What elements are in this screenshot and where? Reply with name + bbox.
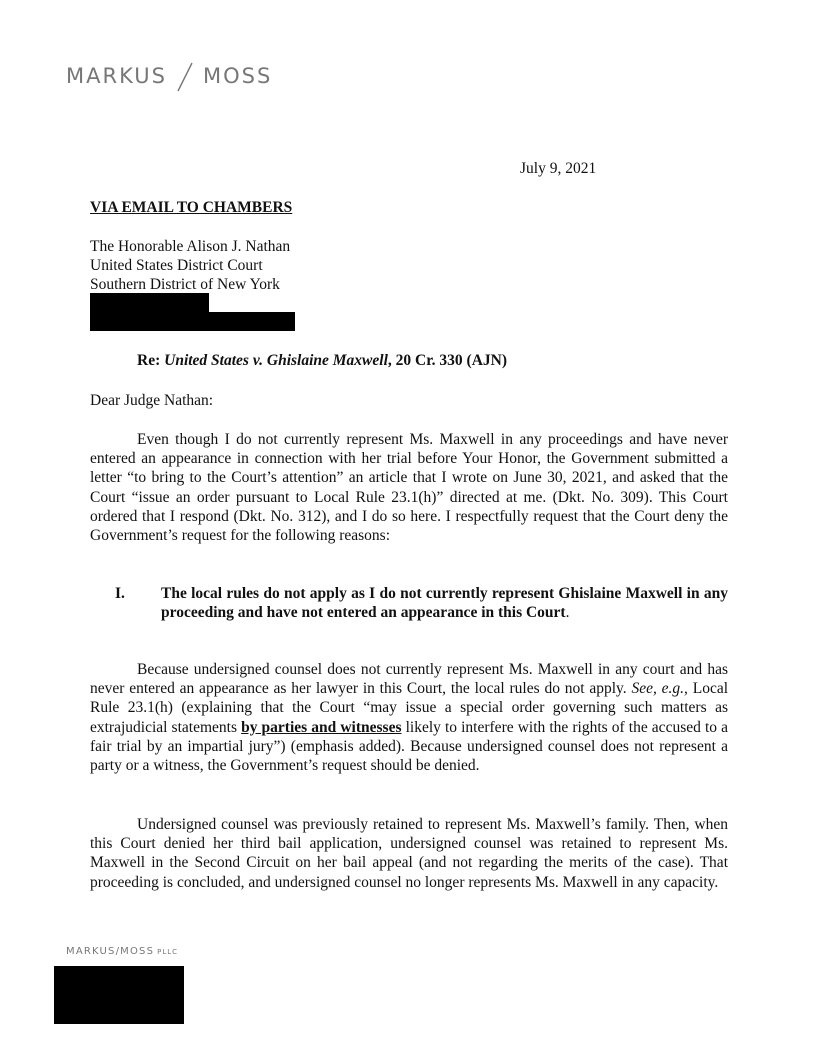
address-line-1: The Honorable Alison J. Nathan <box>90 238 291 255</box>
logo-text-left: MARKUS <box>66 64 167 89</box>
footer-firm: MARKUS/MOSS <box>66 946 155 957</box>
recipient-address <box>90 237 290 295</box>
section-title-period: . <box>565 604 570 622</box>
redaction-box <box>54 966 184 1024</box>
case-number: , 20 Cr. 330 (AJN) <box>387 352 508 369</box>
paragraph-2 <box>90 660 728 775</box>
emphasis-text: by parties and witnesses <box>241 718 402 736</box>
case-name: United States v. Ghislaine Maxwell <box>164 352 388 369</box>
paragraph-2-part-3: likely to interfere with the rights of the accused to a fair trial by an impartial jury”) (emphasis added). Because undersigned counsel does not represent a party or a witness, the Government’s request should be denied. <box>90 718 728 775</box>
footer-logo <box>66 942 178 962</box>
re-line <box>137 351 507 370</box>
re-prefix: Re: <box>137 352 161 369</box>
paragraph-3: Undersigned counsel was previously retained to represent Ms. Maxwell’s family. Then, when this Court denied her third bail application, undersigned counsel was retained to represent Ms. Maxwell in the Second Circuit on her bail appeal (and not regarding the merits of the case). That proceeding is concluded, and undersigned counsel no longer represents Ms. Maxwell in any capacity. <box>90 816 728 891</box>
section-title-text: The local rules do not apply as I do not currently represent Ghislaine Maxwell in any proceeding and have not entered an appearance in this Court <box>161 585 728 622</box>
salutation: Dear Judge Nathan: <box>90 392 214 409</box>
logo-slash <box>177 62 193 92</box>
address-line-2: United States District Court <box>90 257 263 275</box>
redaction-box <box>90 312 295 331</box>
delivery-method: VIA EMAIL TO CHAMBERS <box>90 199 293 216</box>
redaction-box <box>90 293 209 312</box>
letter-date: July 9, 2021 <box>520 160 597 177</box>
section-title <box>161 584 728 622</box>
paragraph-2-part-2: Local Rule 23.1(h) (explaining that the Court “may issue a special order governing such matters as extrajudicial statements <box>90 680 729 736</box>
section-number: I. <box>115 585 125 602</box>
paragraph-2-part-1: Because undersigned counsel does not currently represent Ms. Maxwell in any court and has never entered an appearance as her lawyer in this Court, the local rules do not apply. <box>90 661 728 698</box>
citation-signal: See, e.g., <box>631 680 688 698</box>
paragraph-1: Even though I do not currently represent Ms. Maxwell in any proceedings and have never entered an appearance in connection with her trial before Your Honor, the Government submitted a letter “to bring to the Court’s attention” an article that I wrote on June 30, 2021, and asked that the Court “issue an order pursuant to Local Rule 23.1(h)” directed at me. (Dkt. No. 309). This Court ordered that I respond (Dkt. No. 312), and I do so here. I respectfully request that the Court deny the Government’s request for the following reasons: <box>90 431 728 545</box>
section-heading <box>115 584 728 622</box>
logo-text-right: MOSS <box>202 64 273 89</box>
address-line-3: Southern District of New York <box>90 276 280 294</box>
letterhead-logo <box>66 62 272 92</box>
footer-suffix: PLLC <box>157 948 179 956</box>
